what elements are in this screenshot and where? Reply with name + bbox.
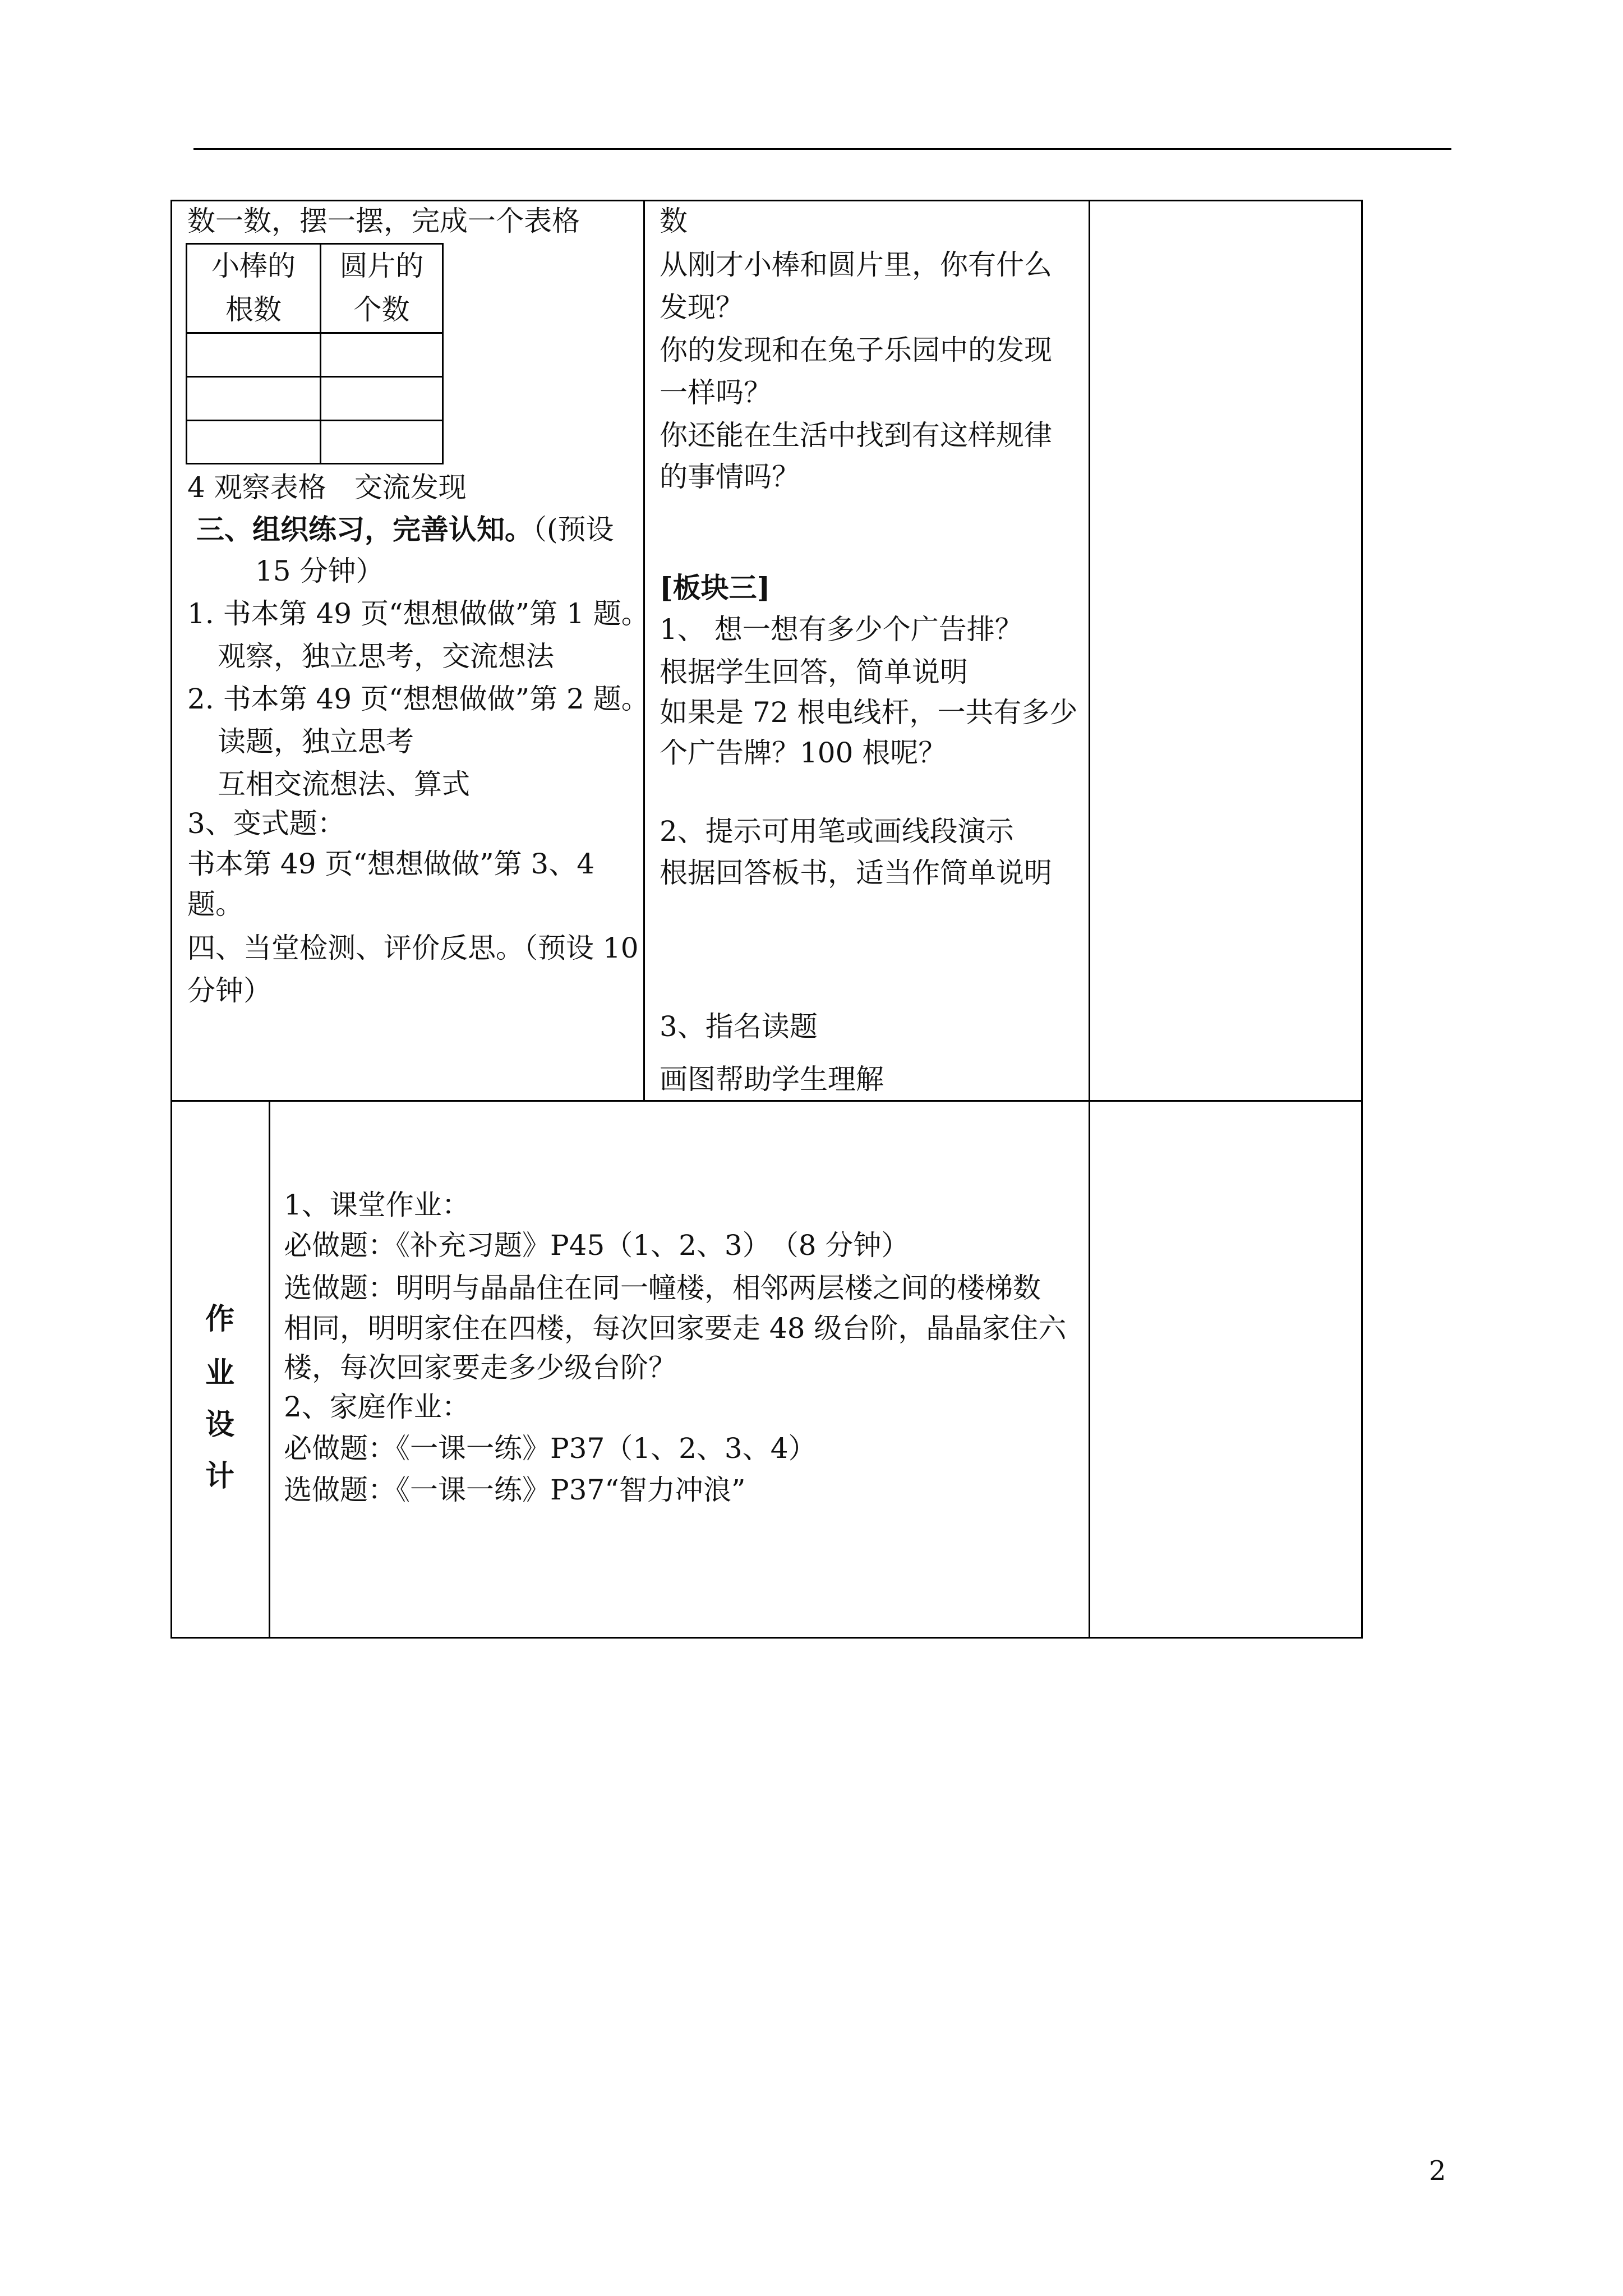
class-homework-optional-line3: 楼，每次回家要走多少级台阶？ (284, 1351, 676, 1384)
block3-question1-note: 根据学生回答，简单说明 (660, 656, 968, 688)
guidance-line1: 数 (660, 205, 688, 237)
exercise3-title: 3、变式题： (187, 807, 345, 840)
guidance-line5: 一样吗？ (660, 376, 772, 409)
table-col-divider-1 (643, 200, 645, 1102)
table-col-divider-2 (1089, 200, 1090, 1639)
homework-label-char-2: 业 (205, 1356, 234, 1390)
block3-title: [板块三] (660, 571, 771, 604)
tally-table-row-2-bottom (186, 420, 444, 421)
block3-question2-note: 根据回答板书，适当作简单说明 (660, 857, 1052, 889)
homework-label-char-3: 设 (205, 1407, 234, 1442)
homework-label-char-4: 计 (205, 1459, 234, 1493)
table-bottom-border (170, 1637, 1363, 1639)
exercise3-line2: 题。 (187, 888, 243, 921)
step4-text: 4 观察表格 交流发现 (187, 471, 467, 504)
table-top-border (170, 200, 1363, 201)
tally-header-discs-line2: 个数 (353, 293, 410, 326)
guidance-line3: 发现？ (660, 291, 744, 324)
block3-question3-note: 画图帮助学生理解 (660, 1063, 884, 1096)
guidance-line2: 从刚才小棒和圆片里，你有什么 (660, 249, 1052, 281)
tally-table-right (442, 243, 444, 464)
table-left-border (170, 200, 172, 1639)
exercise2-line3: 互相交流想法、算式 (218, 768, 470, 800)
homework-label-char-1: 作 (205, 1302, 234, 1336)
home-homework-required: 必做题：《一课一练》P37（1、2、3、4） (284, 1432, 817, 1465)
table-row-divider (170, 1100, 1363, 1102)
block3-question1-follow2: 个广告牌？100 根呢？ (660, 737, 947, 769)
home-homework-title: 2、家庭作业： (284, 1391, 470, 1423)
block3-question2: 2、提示可用笔或画线段演示 (660, 815, 1014, 848)
exercise2-line2: 读题，独立思考 (218, 725, 414, 758)
tally-table-row-1-bottom (186, 376, 444, 378)
tally-header-discs-line1: 圆片的 (339, 250, 424, 282)
intro-text: 数一数，摆一摆，完成一个表格 (187, 205, 580, 237)
block3-question1-follow1: 如果是 72 根电线杆，一共有多少 (660, 696, 1078, 729)
tally-header-sticks-line2: 根数 (225, 293, 282, 326)
table-right-border (1361, 200, 1363, 1639)
class-homework-optional-line2: 相同，明明家住在四楼，每次回家要走 48 级台阶，晶晶家住六 (284, 1312, 1067, 1345)
exercise1-line2: 观察，独立思考，交流想法 (218, 640, 554, 673)
exercise1-line1: 1. 书本第 49 页“想想做做”第 1 题。 (187, 597, 649, 630)
class-homework-title: 1、课堂作业： (284, 1189, 470, 1221)
class-homework-required: 必做题：《补充习题》P45（1、2、3） （8 分钟） (284, 1229, 910, 1262)
exercise2-line1: 2. 书本第 49 页“想想做做”第 2 题。 (187, 683, 649, 715)
section3-time: 15 分钟） (255, 555, 384, 587)
header-rule (193, 148, 1451, 150)
tally-header-sticks-line1: 小棒的 (211, 250, 296, 282)
section4-line2: 分钟） (187, 974, 271, 1007)
section3-title-main: 三、组织练习，完善认知。 (196, 513, 533, 546)
guidance-line7: 的事情吗？ (660, 461, 800, 493)
tally-table-header-bottom (186, 332, 444, 334)
exercise3-line1: 书本第 49 页“想想做做”第 3、4 (187, 848, 595, 880)
page-number: 2 (1429, 2155, 1446, 2187)
section3-title (196, 513, 614, 546)
block3-question1: 1、 想一想有多少个广告排？ (660, 613, 1023, 646)
class-homework-optional-line1: 选做题：明明与晶晶住在同一幢楼，相邻两层楼之间的楼梯数 (284, 1272, 1041, 1304)
section4-line1: 四、当堂检测、评价反思。（预设 10 (187, 932, 639, 964)
homework-label-divider (269, 1100, 270, 1639)
home-homework-optional: 选做题：《一课一练》P37“智力冲浪” (284, 1474, 746, 1506)
tally-table-bottom (186, 463, 444, 464)
block3-question3: 3、指名读题 (660, 1010, 818, 1043)
guidance-line6: 你还能在生活中找到有这样规律 (660, 419, 1052, 452)
section3-title-preset: （(预设 (533, 513, 614, 546)
guidance-line4: 你的发现和在兔子乐园中的发现 (660, 334, 1052, 366)
tally-table-top (186, 243, 444, 245)
